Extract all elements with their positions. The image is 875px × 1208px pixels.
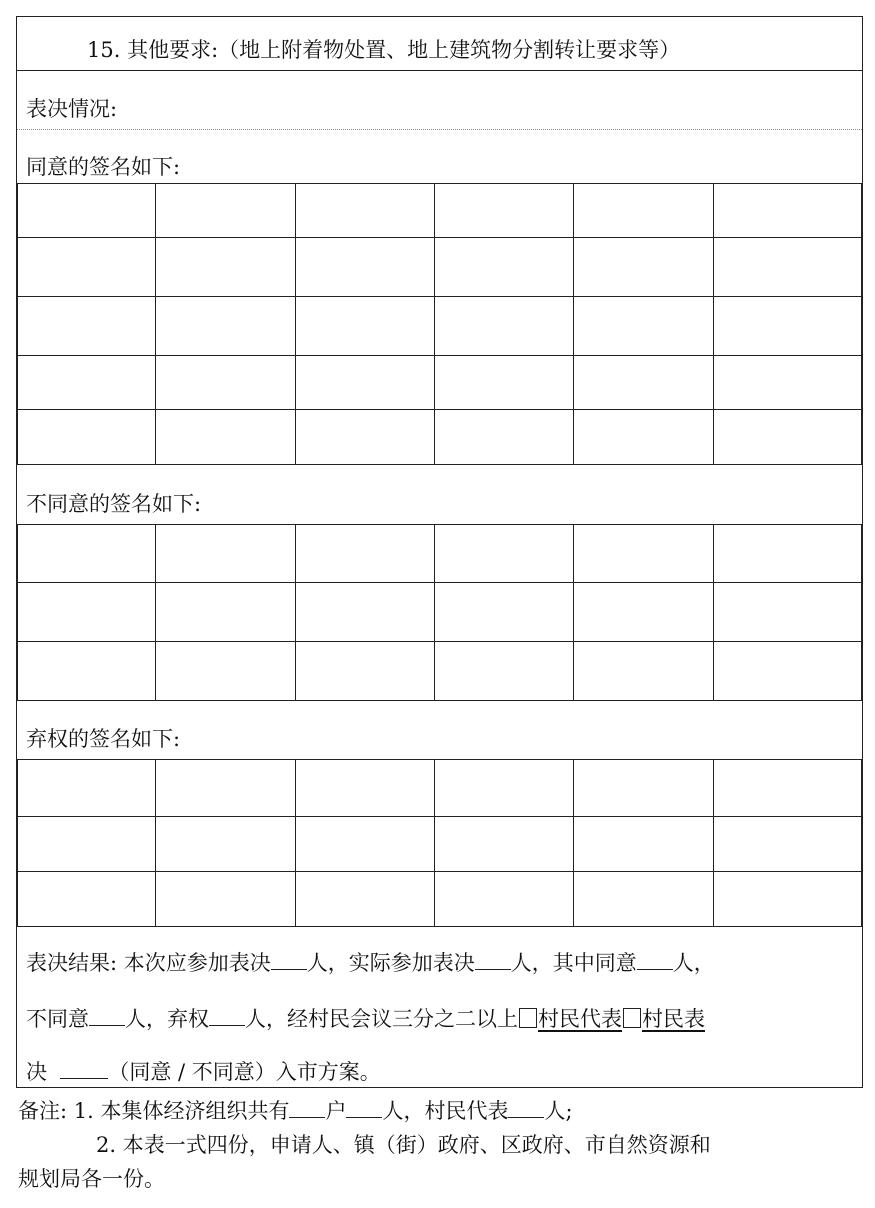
signature-cell[interactable] bbox=[435, 238, 574, 297]
signature-cell[interactable] bbox=[156, 642, 296, 701]
item-15-title bbox=[87, 34, 680, 64]
signature-cell[interactable] bbox=[574, 760, 714, 817]
signature-cell[interactable] bbox=[435, 760, 574, 817]
signature-cell[interactable] bbox=[574, 356, 714, 410]
abstain-count-blank[interactable] bbox=[209, 1005, 245, 1026]
note-1: 备注: 1. 本集体经济组织共有 户 人，村民代表 人; bbox=[18, 1099, 573, 1123]
note-2: 2. 本表一式四份，申请人、镇（街）政府、区政府、市自然资源和 bbox=[96, 1133, 711, 1157]
signature-cell[interactable] bbox=[435, 817, 574, 872]
signature-cell[interactable] bbox=[714, 410, 862, 465]
signature-cell[interactable] bbox=[156, 583, 296, 642]
divider bbox=[17, 70, 862, 71]
signature-cell[interactable] bbox=[574, 642, 714, 701]
signature-cell[interactable] bbox=[296, 872, 435, 927]
signature-cell[interactable] bbox=[435, 525, 574, 583]
person-count-blank[interactable] bbox=[346, 1097, 382, 1118]
signature-cell[interactable] bbox=[574, 184, 714, 238]
signature-cell[interactable] bbox=[574, 583, 714, 642]
signature-cell[interactable] bbox=[296, 238, 435, 297]
signature-cell[interactable] bbox=[18, 356, 156, 410]
signature-cell[interactable] bbox=[714, 356, 862, 410]
signature-cell[interactable] bbox=[156, 760, 296, 817]
disagree-signatures-label: 不同意的签名如下: bbox=[26, 492, 202, 516]
expected-voters-blank[interactable] bbox=[271, 949, 307, 970]
signature-cell[interactable] bbox=[18, 817, 156, 872]
signature-cell[interactable] bbox=[156, 238, 296, 297]
agree-count-blank[interactable] bbox=[637, 949, 673, 970]
notes bbox=[18, 1094, 868, 1196]
villager-rep-checkbox[interactable] bbox=[519, 1008, 537, 1028]
agree-signatures-label: 同意的签名如下: bbox=[26, 155, 181, 179]
signature-cell[interactable] bbox=[18, 297, 156, 356]
signature-cell[interactable] bbox=[296, 642, 435, 701]
signature-cell[interactable] bbox=[296, 583, 435, 642]
signature-cell[interactable] bbox=[435, 872, 574, 927]
decision-blank[interactable] bbox=[60, 1058, 108, 1079]
villager-vote-checkbox[interactable] bbox=[623, 1008, 641, 1028]
signature-cell[interactable] bbox=[296, 184, 435, 238]
signature-cell[interactable] bbox=[714, 872, 862, 927]
vote-status-label: 表决情况: bbox=[26, 97, 118, 121]
signature-cell[interactable] bbox=[18, 583, 156, 642]
signature-cell[interactable] bbox=[156, 872, 296, 927]
signature-cell[interactable] bbox=[18, 184, 156, 238]
signature-cell[interactable] bbox=[714, 583, 862, 642]
abstain-signature-grid bbox=[17, 759, 862, 927]
vote-result-line-1: 表决结果: 本次应参加表决 人，实际参加表决 人，其中同意 人， bbox=[26, 951, 715, 975]
disagree-count-blank[interactable] bbox=[89, 1005, 125, 1026]
signature-cell[interactable] bbox=[156, 525, 296, 583]
item-15-text: 其他要求:（地上附着物处置、地上建筑物分割转让要求等） bbox=[127, 38, 681, 62]
signature-cell[interactable] bbox=[18, 238, 156, 297]
abstain-signatures-label: 弃权的签名如下: bbox=[26, 727, 181, 751]
signature-cell[interactable] bbox=[296, 817, 435, 872]
disagree-signature-grid bbox=[17, 524, 862, 701]
signature-cell[interactable] bbox=[714, 297, 862, 356]
signature-cell[interactable] bbox=[18, 872, 156, 927]
signature-cell[interactable] bbox=[574, 872, 714, 927]
signature-cell[interactable] bbox=[296, 410, 435, 465]
actual-voters-blank[interactable] bbox=[475, 949, 511, 970]
signature-cell[interactable] bbox=[574, 817, 714, 872]
rep-count-blank[interactable] bbox=[508, 1097, 544, 1118]
signature-cell[interactable] bbox=[156, 297, 296, 356]
signature-cell[interactable] bbox=[435, 297, 574, 356]
signature-cell[interactable] bbox=[18, 760, 156, 817]
signature-cell[interactable] bbox=[156, 410, 296, 465]
signature-cell[interactable] bbox=[714, 184, 862, 238]
signature-cell[interactable] bbox=[574, 297, 714, 356]
signature-cell[interactable] bbox=[296, 525, 435, 583]
signature-cell[interactable] bbox=[714, 238, 862, 297]
signature-cell[interactable] bbox=[296, 760, 435, 817]
signature-cell[interactable] bbox=[574, 410, 714, 465]
item-15-number: 15. bbox=[87, 38, 121, 62]
agree-signature-grid bbox=[17, 183, 862, 465]
divider bbox=[17, 129, 862, 130]
signature-cell[interactable] bbox=[435, 583, 574, 642]
signature-cell[interactable] bbox=[156, 356, 296, 410]
signature-cell[interactable] bbox=[18, 525, 156, 583]
signature-cell[interactable] bbox=[296, 356, 435, 410]
signature-cell[interactable] bbox=[18, 642, 156, 701]
note-2-cont: 规划局各一份。 bbox=[18, 1167, 165, 1191]
signature-cell[interactable] bbox=[435, 410, 574, 465]
signature-cell[interactable] bbox=[18, 410, 156, 465]
signature-cell[interactable] bbox=[714, 760, 862, 817]
vote-result-line-3: 决 （同意 / 不同意）入市方案。 bbox=[26, 1060, 381, 1084]
voting-form bbox=[16, 16, 863, 1088]
signature-cell[interactable] bbox=[714, 525, 862, 583]
signature-cell[interactable] bbox=[156, 184, 296, 238]
signature-cell[interactable] bbox=[714, 817, 862, 872]
signature-cell[interactable] bbox=[435, 642, 574, 701]
signature-cell[interactable] bbox=[156, 817, 296, 872]
signature-cell[interactable] bbox=[435, 356, 574, 410]
signature-cell[interactable] bbox=[714, 642, 862, 701]
signature-cell[interactable] bbox=[435, 184, 574, 238]
vote-result-line-2: 不同意 人，弃权 人，经村民会议三分之二以上 村民代表 村民表 bbox=[26, 1007, 705, 1031]
signature-cell[interactable] bbox=[574, 238, 714, 297]
signature-cell[interactable] bbox=[296, 297, 435, 356]
household-count-blank[interactable] bbox=[289, 1097, 325, 1118]
signature-cell[interactable] bbox=[574, 525, 714, 583]
